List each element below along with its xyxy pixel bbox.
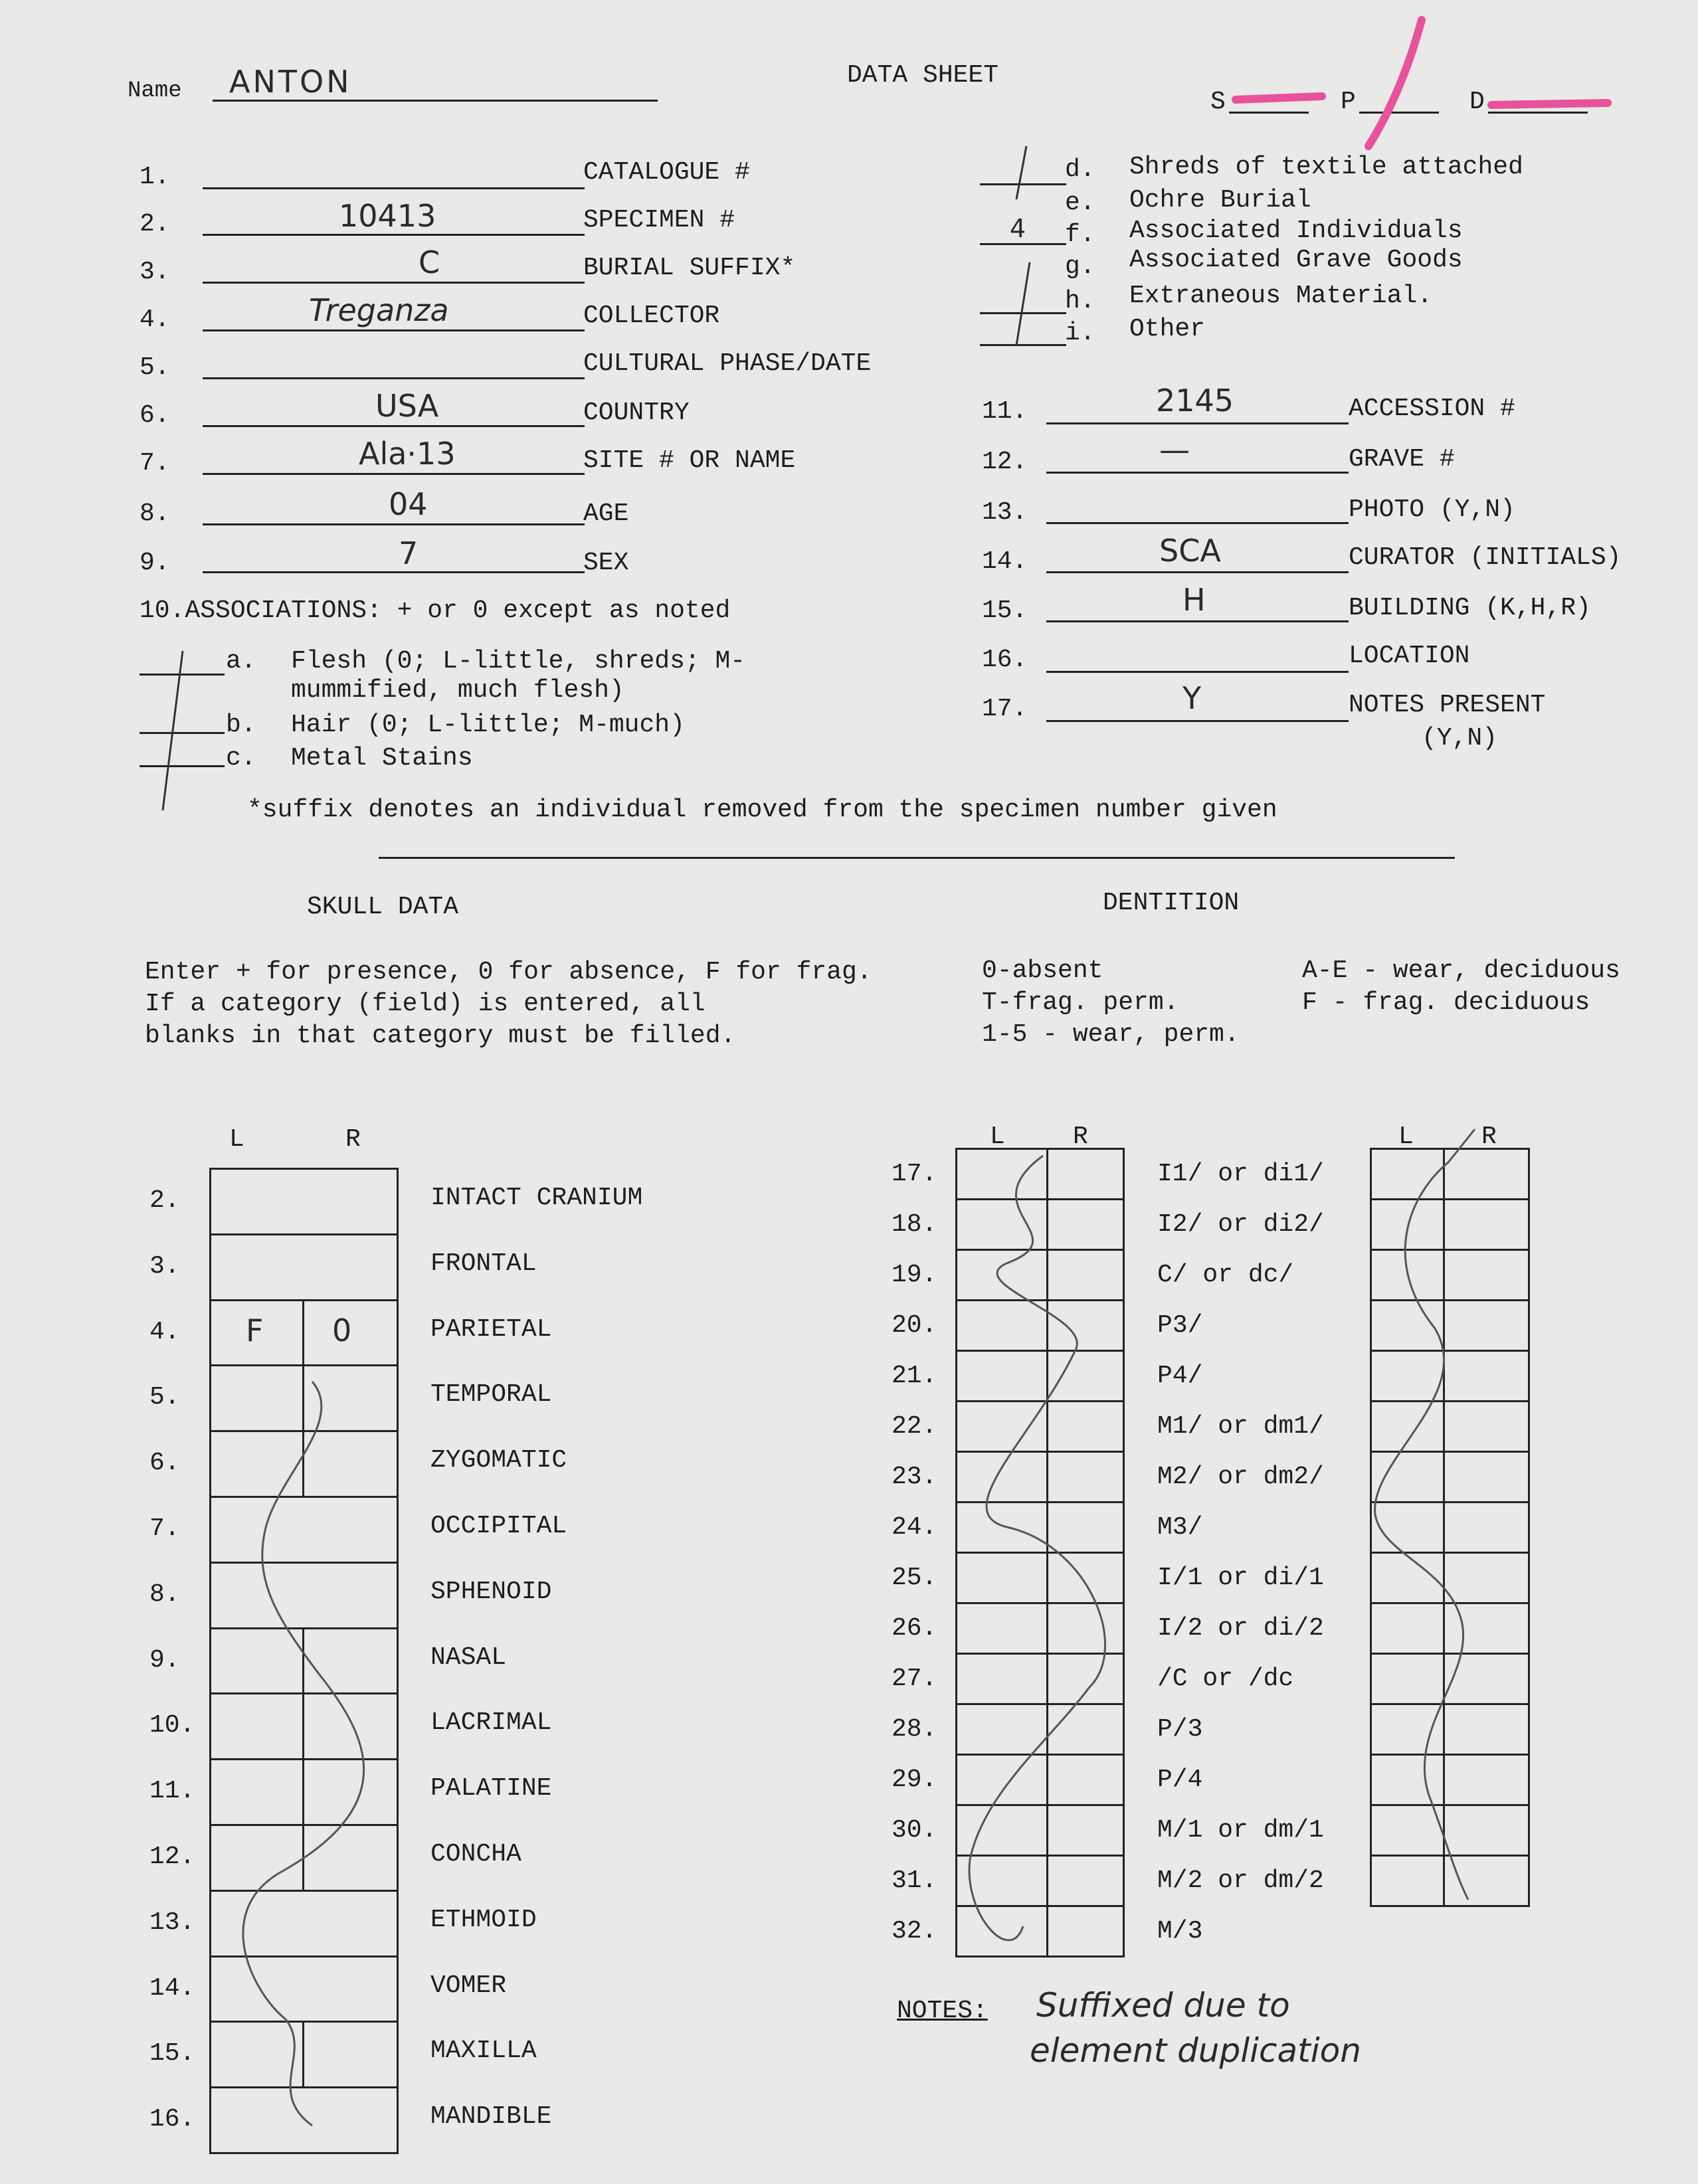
dent-col-l: L	[990, 1123, 1005, 1151]
assoc-h-line	[980, 312, 1066, 314]
skull-cell[interactable]	[209, 1496, 399, 1564]
skull-cell[interactable]	[209, 1956, 399, 2023]
spd-p-label: P	[1341, 88, 1356, 116]
field-line	[203, 425, 585, 427]
field-num: 8.	[140, 500, 170, 528]
field-value[interactable]: 04	[389, 486, 428, 522]
assoc-e-letter: e.	[1065, 189, 1095, 217]
dentition-row-num: 29.	[892, 1766, 937, 1794]
assoc-f-line	[980, 243, 1066, 245]
field-line	[1046, 522, 1349, 524]
assoc-i-text: Other	[1129, 315, 1206, 343]
field-value[interactable]: H	[1182, 582, 1206, 618]
dentition-cell-right[interactable]	[1046, 1552, 1125, 1604]
dentition-row-label: I1/ or di1/	[1157, 1160, 1324, 1188]
field-num: 9.	[140, 549, 170, 577]
dentition-row-label: /C or /dc	[1157, 1665, 1294, 1693]
assoc-b-text: Hair (0; L-little; M-much)	[291, 711, 685, 739]
field-num: 13.	[982, 498, 1028, 527]
dentition2-cell-right[interactable]	[1443, 1552, 1530, 1604]
skull-row-label: ETHMOID	[430, 1905, 537, 1934]
notes-line-1[interactable]: Suffixed due to	[1036, 1986, 1290, 2025]
spd-d-label: D	[1469, 88, 1485, 116]
dentition-legend-4: A-E - wear, deciduous	[1302, 956, 1620, 985]
dentition-row-label: P3/	[1157, 1311, 1203, 1340]
dentition-row-label: C/ or dc/	[1157, 1261, 1294, 1289]
dentition-cell-left[interactable]	[955, 1400, 1048, 1453]
dentition-row-label: I/2 or di/2	[1157, 1614, 1324, 1643]
dentition2-cell-right[interactable]	[1443, 1602, 1530, 1655]
dentition-cell-left[interactable]	[955, 1804, 1048, 1857]
field-line	[1046, 620, 1349, 622]
field-label: BUILDING (K,H,R)	[1349, 594, 1591, 622]
skull-row-label: ZYGOMATIC	[430, 1446, 567, 1475]
skull-cell[interactable]	[209, 1562, 399, 1629]
skull-row-label: NASAL	[430, 1643, 507, 1672]
dentition-cell-right[interactable]	[1046, 1451, 1125, 1503]
skull-cell[interactable]	[209, 1890, 399, 1957]
field-line	[203, 523, 585, 525]
pink-slash-p	[1368, 20, 1422, 146]
dentition-row-label: I/1 or di/1	[1157, 1564, 1324, 1592]
skull-cell-left[interactable]	[209, 1627, 304, 1695]
field-label: CURATOR (INITIALS)	[1349, 543, 1622, 572]
field-label: PHOTO (Y,N)	[1349, 496, 1515, 524]
dentition-cell-left[interactable]	[955, 1653, 1048, 1705]
skull-row-label: PARIETAL	[430, 1315, 552, 1344]
name-value[interactable]: ANTON	[229, 64, 352, 100]
dentition-cell-left[interactable]	[955, 1501, 1048, 1554]
dentition2-cell-left[interactable]	[1370, 1350, 1445, 1402]
field-label: COLLECTOR	[583, 302, 720, 330]
field-label: SITE # OR NAME	[583, 446, 796, 475]
skull-instruction-2: If a category (field) is entered, all	[145, 990, 706, 1018]
field-num: 7.	[140, 449, 170, 478]
skull-cell-left[interactable]	[209, 1364, 304, 1432]
skull-cell-right[interactable]	[302, 2021, 399, 2088]
pink-strike-s	[1236, 96, 1322, 100]
dentition2-cell-left[interactable]	[1370, 1653, 1445, 1705]
skull-row-num: 8.	[149, 1580, 180, 1609]
page-title: DATA SHEET	[847, 61, 999, 90]
skull-row-num: 11.	[149, 1777, 195, 1806]
field-value[interactable]: 2145	[1156, 383, 1234, 418]
assoc-i-line	[980, 344, 1066, 346]
field-num: 14.	[982, 547, 1028, 576]
pen-slash-g	[1016, 262, 1030, 345]
name-line	[213, 100, 658, 102]
skull-row-num: 6.	[149, 1449, 180, 1478]
section-divider	[379, 857, 1455, 859]
field-line	[1046, 472, 1349, 474]
dentition-cell-right[interactable]	[1046, 1804, 1125, 1857]
dentition-row-label: M/2 or dm/2	[1157, 1866, 1324, 1895]
assoc-d-text: Shreds of textile attached	[1129, 153, 1523, 181]
dentition-row-num: 26.	[892, 1614, 937, 1643]
field-value[interactable]: 7	[399, 535, 419, 571]
dentition2-cell-right[interactable]	[1443, 1249, 1530, 1301]
spd-d-line	[1488, 112, 1588, 114]
field-line	[203, 329, 585, 331]
dentition-row-num: 21.	[892, 1362, 937, 1390]
dentition-row-num: 24.	[892, 1513, 937, 1542]
skull-cell-right[interactable]	[302, 1692, 399, 1760]
skull-cell-right[interactable]	[302, 1430, 399, 1498]
field-label: LOCATION	[1349, 642, 1470, 670]
skull-cell-right[interactable]	[302, 1364, 399, 1432]
dentition-cell-left[interactable]	[955, 1552, 1048, 1604]
field-line	[203, 377, 585, 379]
field-value[interactable]: Ala·13	[359, 436, 456, 472]
skull-cell-right[interactable]	[302, 1824, 399, 1892]
dentition-row-num: 32.	[892, 1917, 937, 1946]
skull-cell-left[interactable]	[209, 1692, 304, 1760]
field-label: SPECIMEN #	[583, 206, 735, 234]
spd-p-line	[1359, 112, 1439, 114]
field-line	[203, 571, 585, 573]
dentition-cell-right[interactable]	[1046, 1754, 1125, 1806]
field-num: 4.	[140, 306, 170, 334]
dentition-cell-left[interactable]	[955, 1855, 1048, 1907]
dentition2-cell-left[interactable]	[1370, 1148, 1445, 1200]
dentition2-cell-left[interactable]	[1370, 1754, 1445, 1806]
skull-row-label: TEMPORAL	[430, 1380, 552, 1410]
dentition2-cell-right[interactable]	[1443, 1451, 1530, 1503]
dentition-cell-right[interactable]	[1046, 1148, 1125, 1200]
field-num: 6.	[140, 401, 170, 430]
skull-row-num: 5.	[149, 1383, 180, 1412]
dentition-cell-left[interactable]	[955, 1249, 1048, 1301]
field-value[interactable]: 10413	[339, 198, 436, 234]
dent2-col-r: R	[1481, 1123, 1497, 1151]
skull-row-num: 2.	[149, 1186, 180, 1215]
field-label: SEX	[583, 549, 629, 577]
field-num: 5.	[140, 353, 170, 382]
skull-row-label: FRONTAL	[430, 1249, 537, 1278]
skull-heading: SKULL DATA	[307, 893, 459, 921]
field-label: BURIAL SUFFIX*	[583, 254, 796, 282]
dentition2-cell-left[interactable]	[1370, 1451, 1445, 1503]
dentition-legend-1: 0-absent	[982, 956, 1103, 985]
skull-row-label: LACRIMAL	[430, 1708, 552, 1738]
skull-cell-left[interactable]	[209, 1758, 304, 1826]
dentition-cell-left[interactable]	[955, 1198, 1048, 1251]
assoc-a-letter: a.	[226, 647, 256, 676]
field-num: 12.	[982, 448, 1028, 476]
dentition-row-label: M3/	[1157, 1513, 1203, 1542]
skull-cell-left[interactable]	[209, 1824, 304, 1892]
skull-instruction-1: Enter + for presence, 0 for absence, F for frag.	[145, 958, 872, 986]
dentition-row-label: M2/ or dm2/	[1157, 1463, 1324, 1491]
pen-slash-d	[1016, 146, 1026, 199]
dentition-cell-left[interactable]	[955, 1754, 1048, 1806]
skull-col-l: L	[229, 1125, 244, 1154]
dentition-row-num: 17.	[892, 1160, 937, 1188]
assoc-f-text: Associated Individuals	[1129, 217, 1463, 245]
dentition2-cell-right[interactable]	[1443, 1855, 1530, 1907]
dentition-row-num: 27.	[892, 1665, 937, 1693]
dentition-row-label: M1/ or dm1/	[1157, 1412, 1324, 1441]
assoc-h-letter: h.	[1065, 287, 1095, 316]
assoc-i-letter: i.	[1065, 319, 1095, 347]
dentition-cell-left[interactable]	[955, 1451, 1048, 1503]
skull-row-label: VOMER	[430, 1971, 507, 2000]
field-value[interactable]: USA	[375, 388, 439, 424]
field-line	[203, 473, 585, 475]
skull-row-num: 9.	[149, 1645, 180, 1675]
dent2-col-l: L	[1398, 1123, 1414, 1151]
dentition-row-label: M/3	[1157, 1917, 1203, 1946]
dentition-cell-left[interactable]	[955, 1703, 1048, 1756]
field-value[interactable]: Treganza	[309, 292, 449, 328]
dentition2-cell-right[interactable]	[1443, 1198, 1530, 1251]
dentition-cell-left[interactable]	[955, 1148, 1048, 1200]
dentition-row-num: 20.	[892, 1311, 937, 1340]
field-label: CATALOGUE #	[583, 158, 750, 187]
notes-line-2[interactable]: element duplication	[1030, 2031, 1361, 2070]
dentition-row-num: 30.	[892, 1816, 937, 1845]
dentition-cell-right[interactable]	[1046, 1905, 1125, 1957]
skull-cell[interactable]	[209, 1233, 399, 1301]
field-label2: (Y,N)	[1422, 724, 1498, 753]
dentition-row-num: 19.	[892, 1261, 937, 1289]
skull-cell[interactable]	[209, 2086, 399, 2154]
field-line	[203, 282, 585, 284]
dentition-row-num: 25.	[892, 1564, 937, 1592]
field-line	[1046, 720, 1349, 722]
field-line	[1046, 571, 1349, 573]
pink-strike-d	[1491, 103, 1608, 105]
skull-row-label: MANDIBLE	[430, 2102, 552, 2132]
skull-row-num: 3.	[149, 1251, 180, 1281]
dentition2-cell-right[interactable]	[1443, 1754, 1530, 1806]
skull-cell-right[interactable]	[302, 1627, 399, 1695]
dentition-row-num: 23.	[892, 1463, 937, 1491]
dentition-legend-2: T-frag. perm.	[982, 988, 1179, 1017]
skull-row-num: 7.	[149, 1514, 180, 1543]
dentition2-cell-left[interactable]	[1370, 1552, 1445, 1604]
dent-col-r: R	[1073, 1123, 1088, 1151]
dentition-row-num: 22.	[892, 1412, 937, 1441]
dentition-cell-right[interactable]	[1046, 1653, 1125, 1705]
dentition-row-label: P4/	[1157, 1362, 1203, 1390]
skull-cell-left[interactable]	[209, 2021, 304, 2088]
dentition-row-num: 31.	[892, 1866, 937, 1895]
dentition-cell-left[interactable]	[955, 1299, 1048, 1352]
field-line	[203, 234, 585, 236]
field-label: AGE	[583, 500, 629, 528]
skull-row-label: SPHENOID	[430, 1577, 552, 1606]
assoc-a-text: Flesh (0; L-little, shreds; M-	[291, 647, 746, 676]
field-value[interactable]: SCA	[1159, 533, 1221, 569]
assoc-e-text: Ochre Burial	[1129, 186, 1311, 215]
assoc-c-line	[140, 765, 225, 767]
dentition-legend-3: 1-5 - wear, perm.	[982, 1020, 1240, 1049]
assoc-d-line	[980, 183, 1066, 185]
dentition-row-label: M/1 or dm/1	[1157, 1816, 1324, 1845]
dentition2-cell-left[interactable]	[1370, 1198, 1445, 1251]
dentition-cell-right[interactable]	[1046, 1299, 1125, 1352]
skull-row-label: CONCHA	[430, 1840, 521, 1868]
dentition-cell-right[interactable]	[1046, 1249, 1125, 1301]
name-label: Name	[128, 78, 182, 104]
field-num: 15.	[982, 596, 1028, 625]
dentition2-cell-right[interactable]	[1443, 1350, 1530, 1402]
field-label: ACCESSION #	[1349, 395, 1515, 423]
dentition2-cell-left[interactable]	[1370, 1299, 1445, 1352]
dentition2-cell-left[interactable]	[1370, 1703, 1445, 1756]
field-num: 3.	[140, 258, 170, 286]
field-label: NOTES PRESENT	[1349, 691, 1546, 719]
assoc-f-value[interactable]: 4	[1010, 214, 1026, 243]
dentition2-cell-left[interactable]	[1370, 1400, 1445, 1453]
field-num: 16.	[982, 646, 1028, 674]
dentition-cell-right[interactable]	[1046, 1602, 1125, 1655]
skull-row-num: 10.	[149, 1711, 195, 1740]
dentition-cell-right[interactable]	[1046, 1703, 1125, 1756]
skull-row-num: 13.	[149, 1908, 195, 1937]
assoc-b-line	[140, 732, 225, 734]
assoc-f-letter: f.	[1065, 221, 1095, 249]
assoc-d-letter: d.	[1065, 155, 1095, 184]
assoc-g-letter: g.	[1065, 252, 1095, 281]
skull-instruction-3: blanks in that category must be filled.	[145, 1022, 736, 1050]
dentition-heading: DENTITION	[1103, 889, 1240, 917]
dentition-row-num: 28.	[892, 1715, 937, 1744]
dentition-row-num: 18.	[892, 1210, 937, 1239]
dentition2-cell-right[interactable]	[1443, 1804, 1530, 1857]
skull-row-label: PALATINE	[430, 1774, 552, 1803]
skull-cell-left[interactable]	[209, 1430, 304, 1498]
dentition-cell-right[interactable]	[1046, 1198, 1125, 1251]
skull-cell[interactable]	[209, 1168, 399, 1235]
assoc-g-text: Associated Grave Goods	[1129, 246, 1463, 274]
field-value[interactable]: Y	[1182, 680, 1202, 716]
assoc-c-letter: c.	[226, 744, 256, 773]
skull-cell-right[interactable]	[302, 1758, 399, 1826]
dentition2-cell-right[interactable]	[1443, 1299, 1530, 1352]
dentition2-cell-right[interactable]	[1443, 1703, 1530, 1756]
dentition2-cell-right[interactable]	[1443, 1148, 1530, 1200]
field-num: 1.	[140, 163, 170, 191]
dentition-legend-5: F - frag. deciduous	[1302, 988, 1590, 1017]
dentition-cell-left[interactable]	[955, 1905, 1048, 1957]
dentition2-cell-right[interactable]	[1443, 1653, 1530, 1705]
dentition2-cell-left[interactable]	[1370, 1804, 1445, 1857]
dentition2-cell-right[interactable]	[1443, 1501, 1530, 1554]
dentition2-cell-right[interactable]	[1443, 1400, 1530, 1453]
field-num: 11.	[982, 397, 1028, 426]
assoc-a-line	[140, 674, 225, 676]
skull-row-num: 4.	[149, 1317, 180, 1346]
dentition-row-label: P/3	[1157, 1715, 1203, 1744]
dentition2-cell-left[interactable]	[1370, 1602, 1445, 1655]
skull-row-num: 15.	[149, 2039, 195, 2068]
dentition-cell-right[interactable]	[1046, 1350, 1125, 1402]
spd-s-label: S	[1210, 88, 1226, 116]
field-label: COUNTRY	[583, 399, 690, 427]
dentition-cell-left[interactable]	[955, 1350, 1048, 1402]
field-label: GRAVE #	[1349, 445, 1455, 474]
skull-col-r: R	[345, 1125, 361, 1154]
field-line	[1046, 671, 1349, 673]
skull-row-num: 16.	[149, 2105, 195, 2134]
dentition-cell-right[interactable]	[1046, 1400, 1125, 1453]
field-line	[1046, 422, 1349, 424]
dentition-row-label: P/4	[1157, 1766, 1203, 1794]
assoc-a-text2: mummified, much flesh)	[291, 676, 624, 705]
field-value[interactable]: C	[419, 244, 440, 280]
assoc-c-text: Metal Stains	[291, 744, 473, 773]
skull-value-left: F	[246, 1312, 264, 1348]
skull-row-label: OCCIPITAL	[430, 1512, 567, 1540]
associations-heading: 10.ASSOCIATIONS: + or 0 except as noted	[140, 596, 731, 625]
field-num: 17.	[982, 695, 1028, 723]
skull-row-num: 14.	[149, 1973, 195, 2003]
dentition2-cell-left[interactable]	[1370, 1501, 1445, 1554]
notes-label: NOTES:	[897, 1997, 988, 2025]
skull-row-label: MAXILLA	[430, 2037, 537, 2066]
assoc-b-letter: b.	[226, 711, 256, 739]
field-label: CULTURAL PHASE/DATE	[583, 349, 872, 378]
field-num: 2.	[140, 210, 170, 238]
dentition-row-label: I2/ or di2/	[1157, 1210, 1324, 1239]
skull-row-label: INTACT CRANIUM	[430, 1184, 643, 1212]
assoc-h-text: Extraneous Material.	[1129, 282, 1433, 310]
skull-row-num: 12.	[149, 1843, 195, 1871]
field-value[interactable]: —	[1159, 432, 1190, 468]
suffix-note: *suffix denotes an individual removed from the specimen number given	[247, 796, 1277, 824]
skull-value-right: 0	[332, 1312, 352, 1348]
field-line	[203, 187, 585, 189]
dentition2-cell-left[interactable]	[1370, 1249, 1445, 1301]
spd-s-line	[1229, 112, 1309, 114]
dentition2-cell-left[interactable]	[1370, 1855, 1445, 1907]
dentition-cell-right[interactable]	[1046, 1501, 1125, 1554]
dentition-cell-left[interactable]	[955, 1602, 1048, 1655]
dentition-cell-right[interactable]	[1046, 1855, 1125, 1907]
